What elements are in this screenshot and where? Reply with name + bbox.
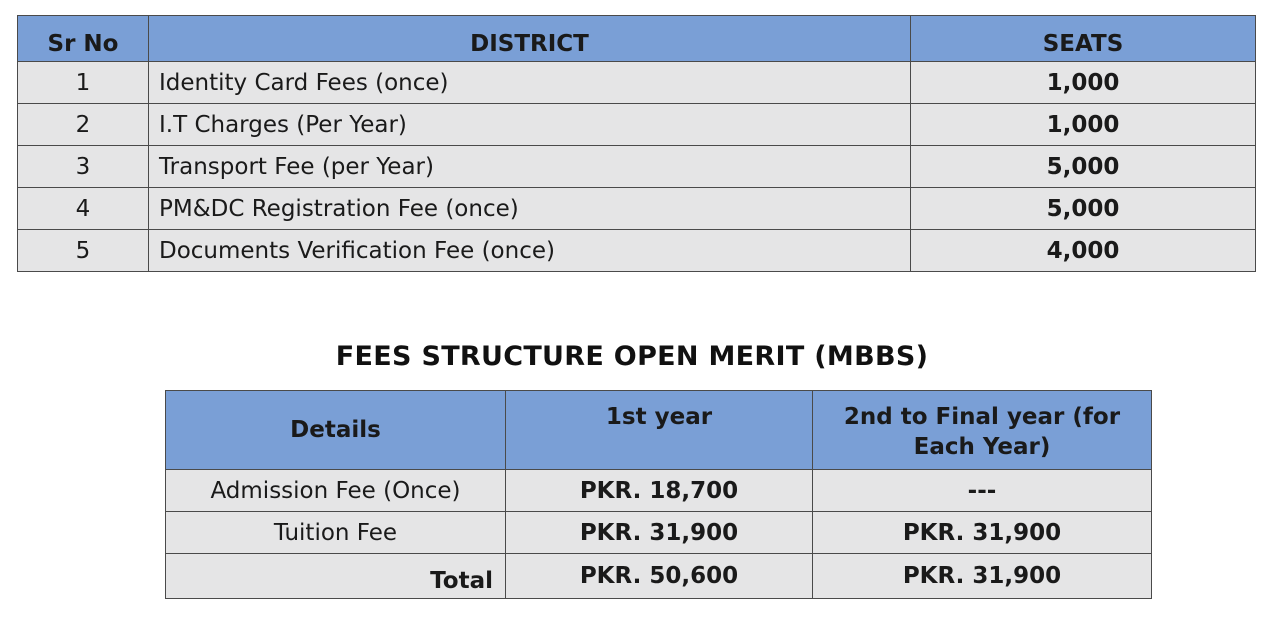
row-number: 3	[18, 146, 149, 188]
header-sr-no: Sr No	[18, 16, 149, 62]
row-description: PM&DC Registration Fee (once)	[149, 188, 911, 230]
fees-structure-heading: FEES STRUCTURE OPEN MERIT (MBBS)	[335, 341, 929, 372]
fee-later-years: ---	[813, 470, 1152, 512]
header-seats: SEATS	[911, 16, 1256, 62]
row-value: 4,000	[911, 230, 1256, 272]
header-details: Details	[166, 391, 506, 470]
row-number: 4	[18, 188, 149, 230]
row-description: Documents Verification Fee (once)	[149, 230, 911, 272]
row-number: 5	[18, 230, 149, 272]
table-header-row	[166, 391, 1152, 470]
table-row	[18, 62, 1256, 104]
header-later-years: 2nd to Final year (for Each Year)	[813, 391, 1152, 470]
header-first-year: 1st year	[506, 391, 813, 470]
row-description: I.T Charges (Per Year)	[149, 104, 911, 146]
fee-label: Admission Fee (Once)	[166, 470, 506, 512]
fee-first-year: PKR. 31,900	[506, 512, 813, 554]
district-seats-table	[17, 15, 1256, 272]
table-header-row	[18, 16, 1256, 62]
table-row	[18, 146, 1256, 188]
total-later-years: PKR. 31,900	[813, 554, 1152, 599]
table-row	[18, 230, 1256, 272]
row-number: 1	[18, 62, 149, 104]
header-district: DISTRICT	[149, 16, 911, 62]
row-description: Identity Card Fees (once)	[149, 62, 911, 104]
row-value: 5,000	[911, 188, 1256, 230]
total-row	[166, 554, 1152, 599]
row-value: 1,000	[911, 104, 1256, 146]
fees-structure-table	[165, 390, 1152, 599]
table-row	[18, 104, 1256, 146]
table-row	[166, 512, 1152, 554]
fee-first-year: PKR. 18,700	[506, 470, 813, 512]
row-value: 5,000	[911, 146, 1256, 188]
row-value: 1,000	[911, 62, 1256, 104]
table-row	[18, 188, 1256, 230]
fee-later-years: PKR. 31,900	[813, 512, 1152, 554]
row-number: 2	[18, 104, 149, 146]
total-first-year: PKR. 50,600	[506, 554, 813, 599]
fee-label: Tuition Fee	[166, 512, 506, 554]
row-description: Transport Fee (per Year)	[149, 146, 911, 188]
table-row	[166, 470, 1152, 512]
total-label: Total	[166, 554, 506, 599]
